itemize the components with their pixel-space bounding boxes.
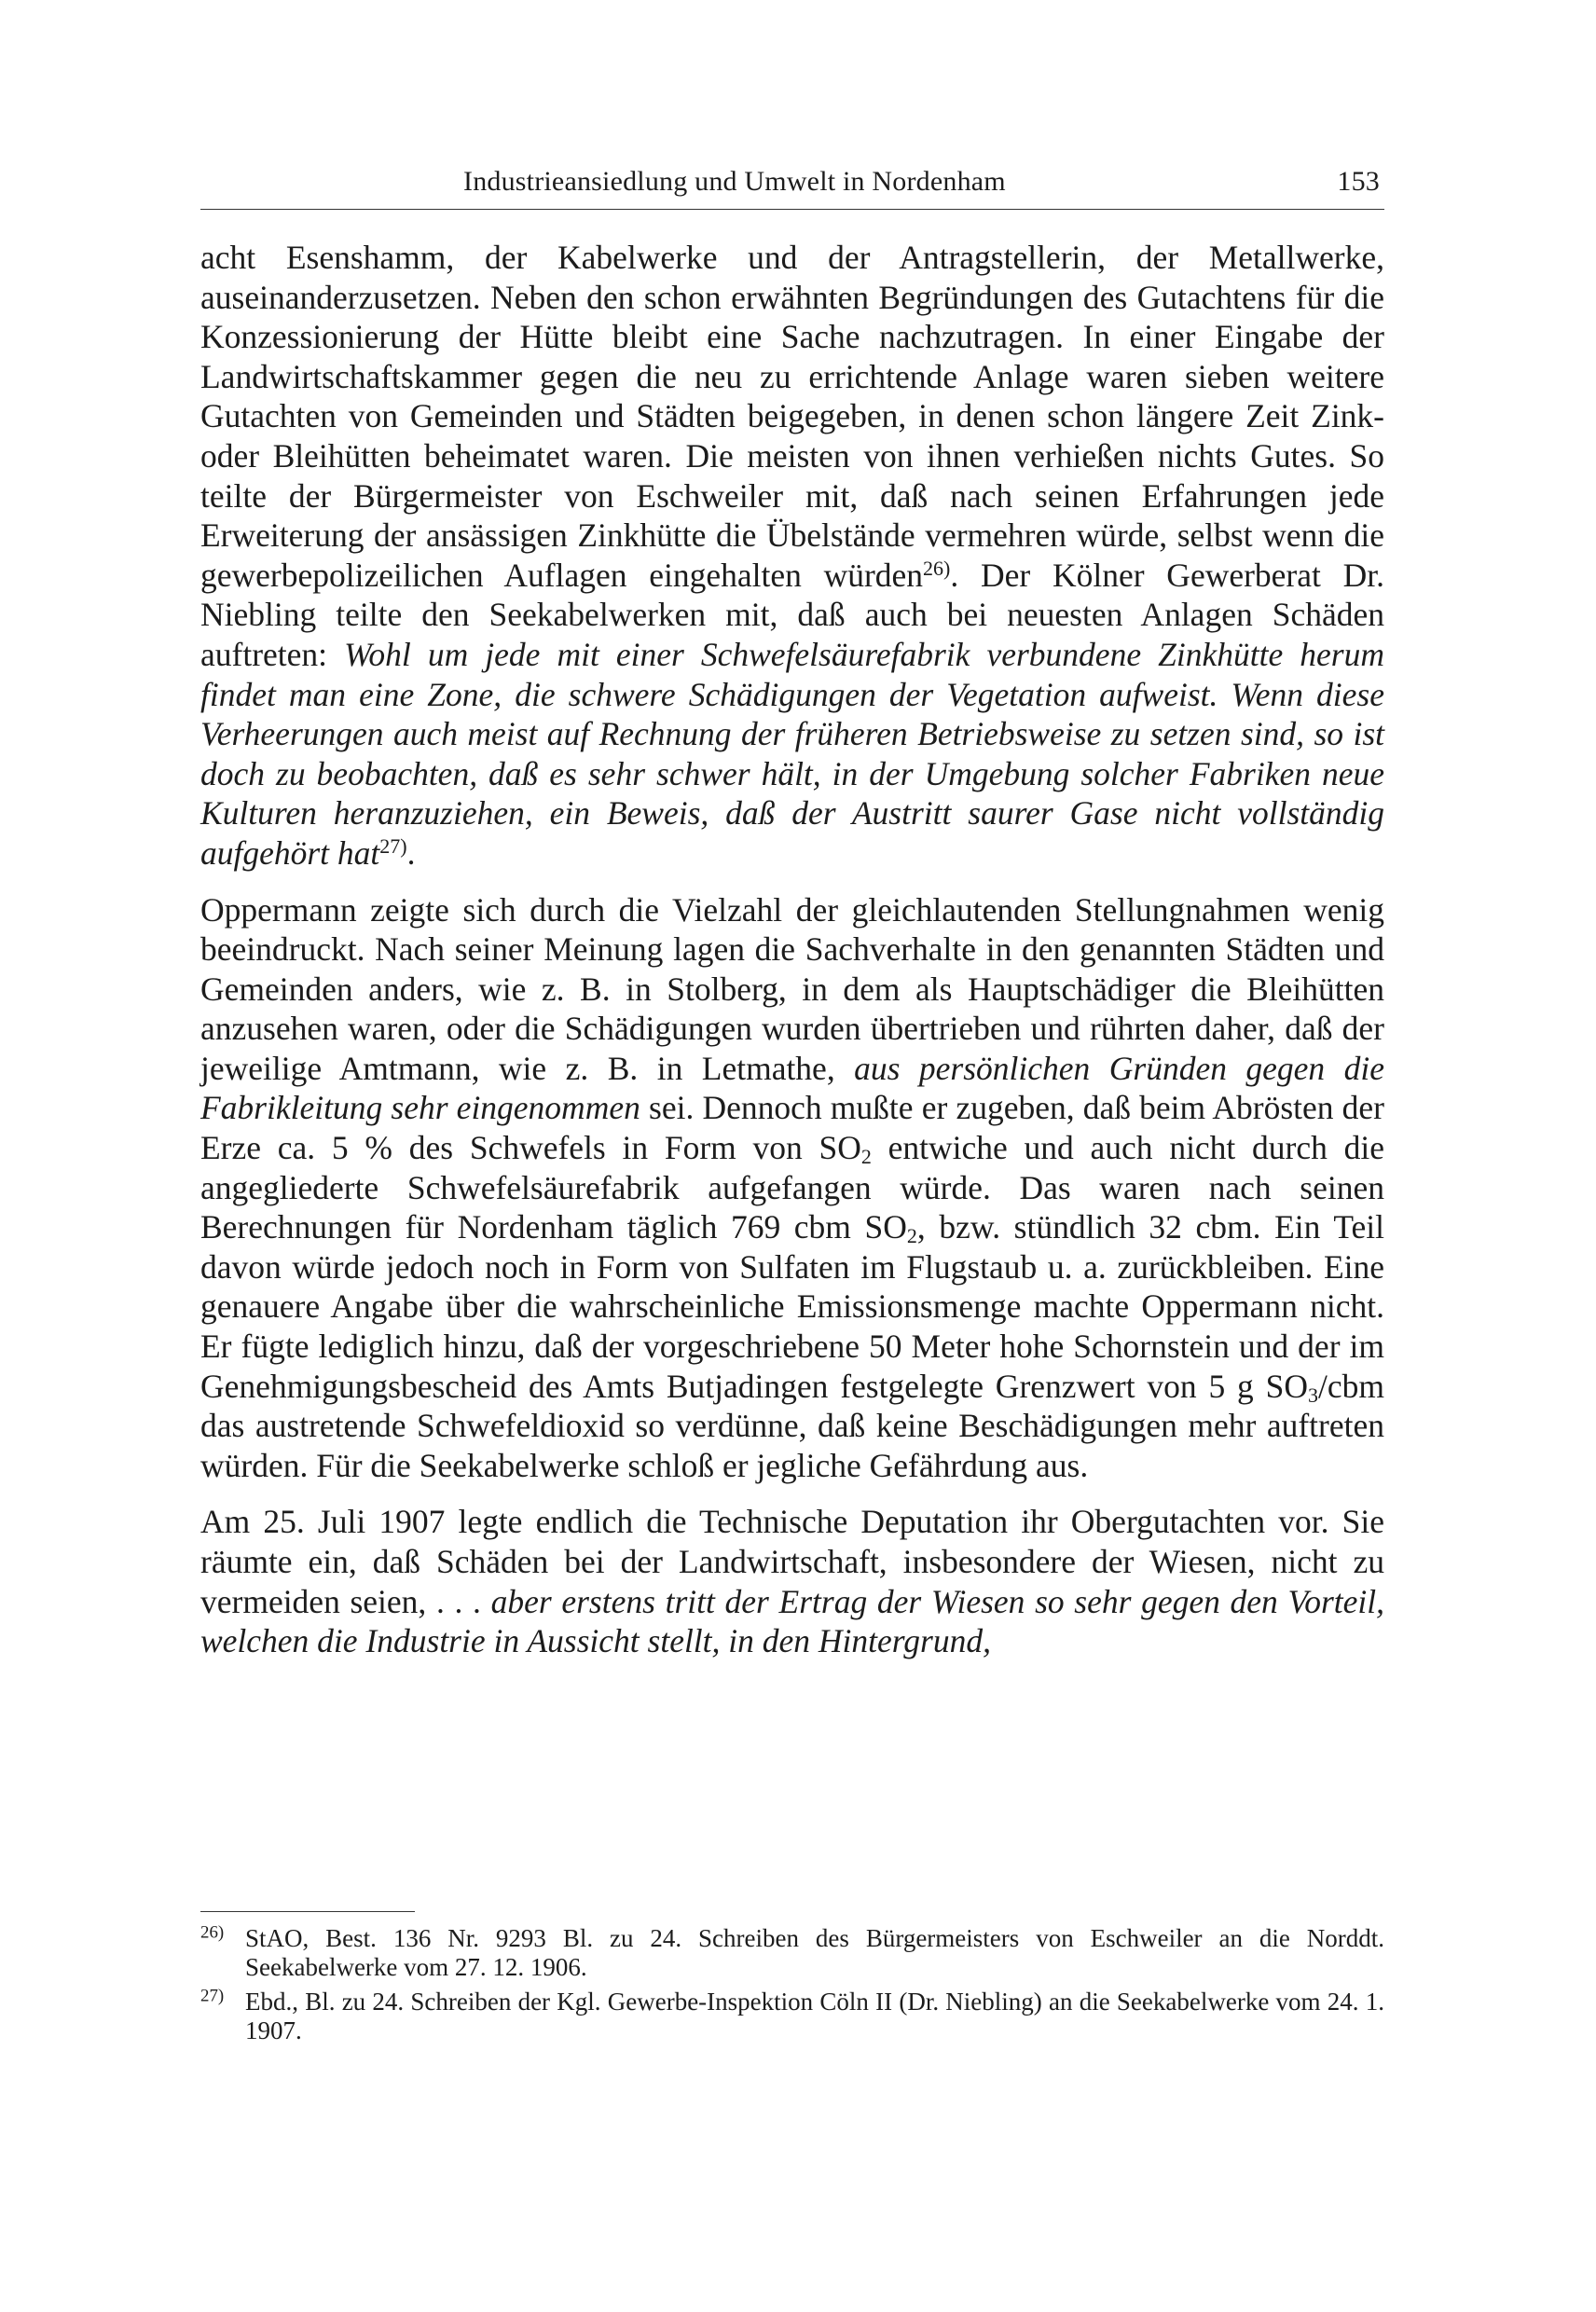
footnote-mark [200, 1924, 245, 1982]
footnote-text: Ebd., Bl. zu 24. Schreiben der Kgl. Gewerbe-Inspektion Cöln II (Dr. Niebling) an die Seekabelwerke vom 24. 1. 1907. [245, 1988, 1384, 2044]
subscript: 3 [1308, 1383, 1319, 1407]
footnote [200, 1924, 1384, 1982]
italic-quote: Wohl um jede mit einer Schwefelsäurefabrik verbundene Zinkhütte herum findet man eine Zone, die schwere Schädigungen der Vegetation aufweist. Wenn diese Verheerungen auch meist auf Rechnung der früheren Betriebsweise zu setzen sind, so ist doch zu beobachten, daß es sehr schwer hält, in der Umgebung solcher Fabriken neue Kulturen heranzuziehen, ein Beweis, daß der Austritt saurer Gase nicht vollständig aufgehört hat [200, 635, 1384, 872]
text-run: , bzw. stündlich 32 cbm. Ein Teil davon würde jedoch noch in Form von Sulfaten im Flugstaub u. a. zurückbleiben. Eine genauere Angabe über die wahrscheinliche Emissionsmenge machte Oppermann nicht. Er fügte lediglich hinzu, daß der vorgeschriebene 50 Meter hohe Schornstein und der im Genehmigungsbescheid des Amts Butjadingen festgelegte Grenzwert von 5 g SO [200, 1208, 1385, 1405]
subscript: 2 [860, 1144, 872, 1168]
footnote [200, 1988, 1384, 2045]
footnote-mark-number: 26) [200, 1922, 225, 1943]
footnotes [200, 1924, 1384, 2051]
italic-quote: aus persönlichen Gründen gegen die Fabrikleitung sehr eingenommen [200, 1049, 1384, 1127]
text-run: /cbm das austretende Schwefeldioxid so verdünne, daß keine Beschädigungen mehr auftreten würden. Für die Seekabelwerke schloß er jegliche Gefährdung aus. [200, 1367, 1384, 1484]
running-title: Industrieansiedlung und Umwelt in Nordenham [463, 166, 1006, 197]
subscript: 2 [906, 1224, 917, 1248]
footnote-mark [200, 1988, 245, 2045]
running-header [200, 166, 1384, 210]
footnote-ref[interactable]: 26) [923, 556, 951, 580]
text-run: acht Esenshamm, der Kabelwerke und der Antragstellerin, der Metallwerke, auseinanderzusetzen. Neben den schon erwähnten Begründungen des Gutachtens für die Konzessionierung der Hütte bleibt eine Sache nachzutragen. In einer Eingabe der Landwirtschaftskammer gegen die neu zu errichtende Anlage waren sieben weitere Gutachten von Gemeinden und Städten beigegeben, in denen schon längere Zeit Zink- oder Bleihütten beheimatet waren. Die meisten von ihnen verhießen nichts Gutes. So teilte der Bürgermeister von Eschweiler mit, daß nach seinen Erfahrungen jede Erweiterung der ansässigen Zinkhütte die Übelstände vermehren würde, selbst wenn die gewerbepolizeilichen Auflagen eingehalten würden [200, 239, 1384, 594]
footnote-mark-number: 27) [200, 1986, 225, 2006]
page-number: 153 [1337, 166, 1380, 197]
text-run: sei. Dennoch mußte er zugeben, daß beim Abrösten der Erze ca. 5 % des Schwefels in Form von SO [200, 1089, 1384, 1167]
footnote-text: StAO, Best. 136 Nr. 9293 Bl. zu 24. Schreiben des Bürgermeisters von Eschweiler an die Norddt. Seekabelwerke vom 27. 12. 1906. [245, 1924, 1384, 1981]
body-text [200, 238, 1384, 1661]
footnote-rule [200, 1911, 415, 1912]
paragraph [200, 1502, 1384, 1660]
paragraph [200, 890, 1384, 1486]
italic-quote: aber erstens tritt der Ertrag der Wiesen so sehr gegen den Vorteil, welchen die Industrie in Aussicht stellt, in den Hintergrund, [200, 1582, 1385, 1660]
text-run: Oppermann zeigte sich durch die Vielzahl der gleichlautenden Stellungnahmen wenig beeindruckt. Nach seiner Meinung lagen die Sachverhalte in den genannten Städten und Gemeinden anders, wie z. B. in Stolberg, in dem als Hauptschädiger die Bleihütten anzusehen waren, oder die Schädigungen wurden übertrieben und rührten daher, daß der jeweilige Amtmann, wie z. B. in Letmathe, [200, 890, 1384, 1087]
paragraph [200, 238, 1384, 874]
text-run: Am 25. Juli 1907 legte endlich die Technische Deputation ihr Obergutachten vor. Sie räumte ein, daß Schäden bei der Landwirtschaft, insbesondere der Wiesen, nicht zu vermeiden seien, . . . [200, 1503, 1384, 1620]
text-run: . Der Kölner Gewerberat Dr. Niebling teilte den Seekabelwerken mit, daß auch bei neuesten Anlagen Schäden auftreten: [200, 556, 1384, 673]
text-run: . [406, 833, 416, 872]
page-content [200, 166, 1384, 1678]
footnote-ref[interactable]: 27) [379, 833, 407, 858]
text-run: entwiche und auch nicht durch die angegliederte Schwefelsäurefabrik aufgefangen würde. Das waren nach seinen Berechnungen für Nordenham täglich 769 cbm SO [200, 1129, 1385, 1246]
